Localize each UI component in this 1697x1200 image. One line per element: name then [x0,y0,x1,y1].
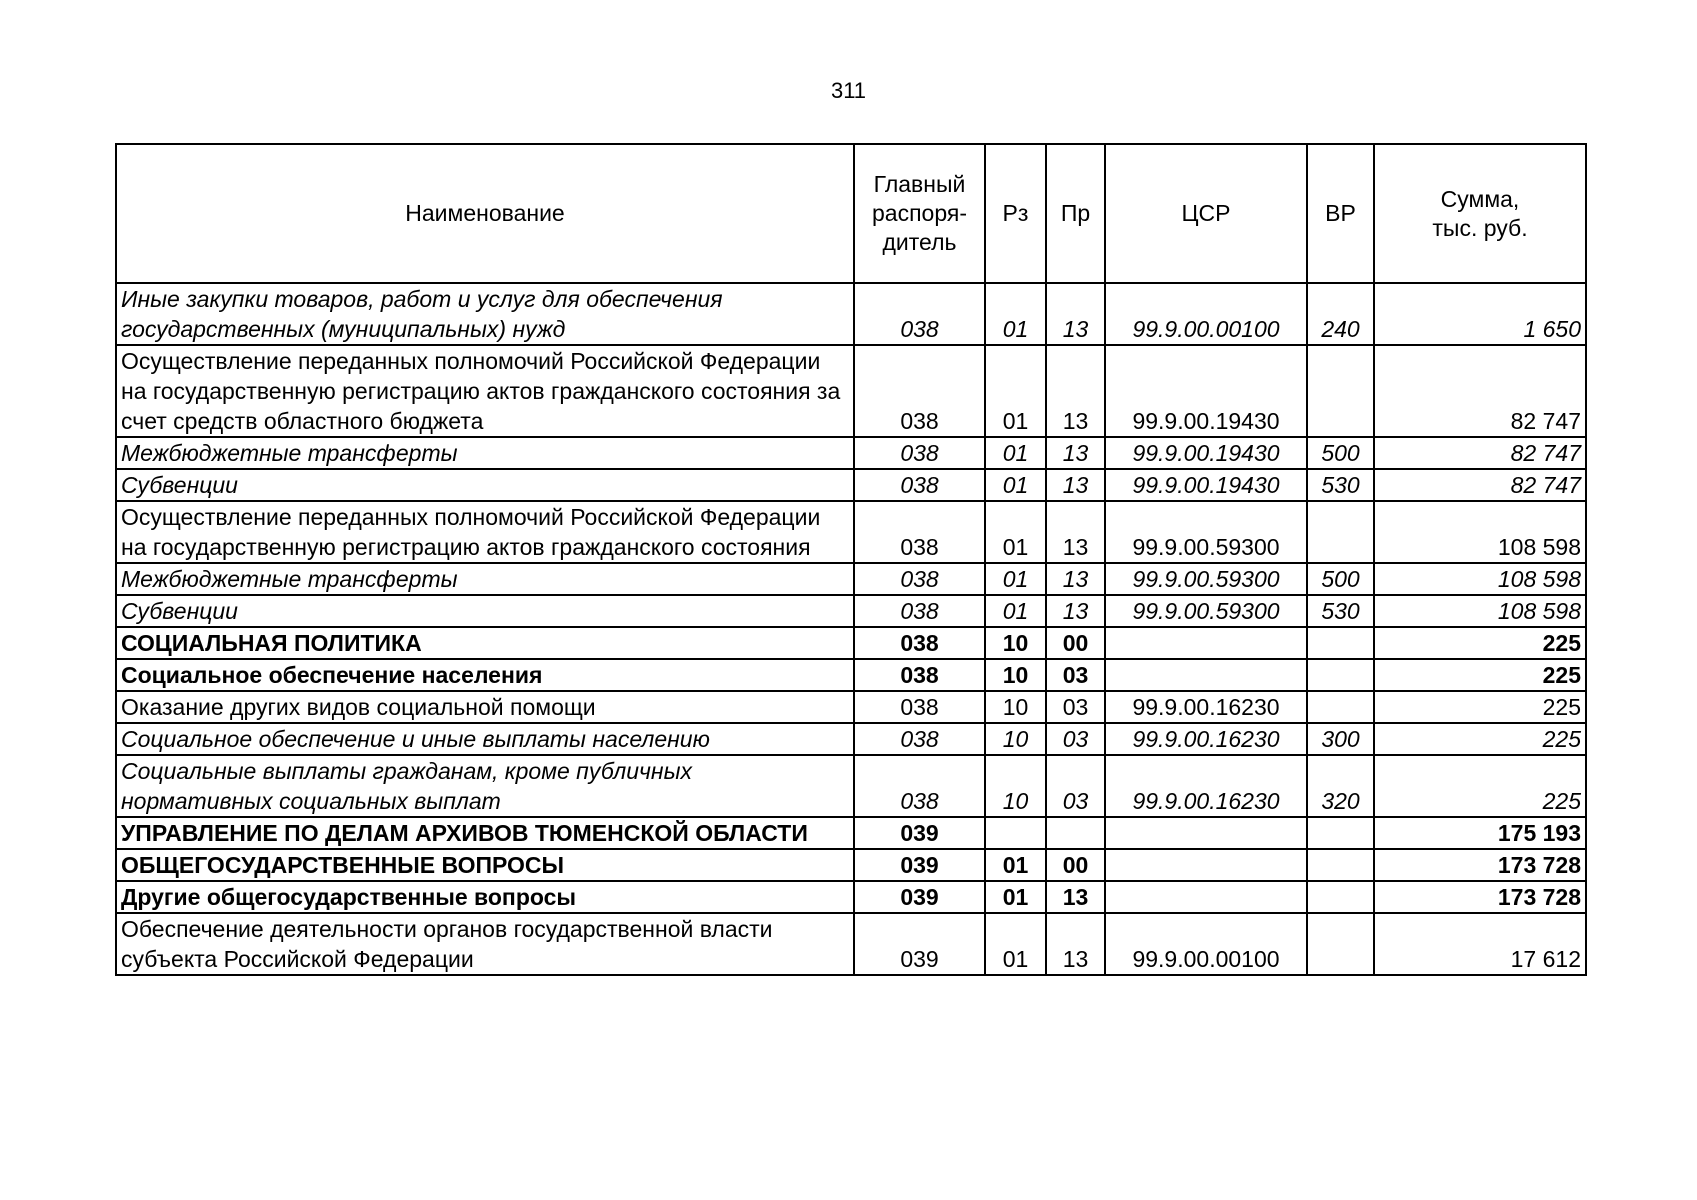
cell-vr [1307,849,1374,881]
cell-rz: 01 [985,283,1046,345]
cell-rz: 01 [985,437,1046,469]
table-header-row [116,144,1586,283]
cell-rz: 01 [985,595,1046,627]
header-chief-label: Главный распоря-дитель [872,171,967,255]
table-row [116,849,1586,881]
cell-chief: 038 [854,723,985,755]
cell-sum: 108 598 [1374,501,1586,563]
cell-vr: 320 [1307,755,1374,817]
cell-name: Иные закупки товаров, работ и услуг для обеспечения государственных (муниципальных) нужд [116,283,854,345]
cell-sum: 173 728 [1374,849,1586,881]
cell-pr: 13 [1046,501,1105,563]
cell-vr: 240 [1307,283,1374,345]
cell-pr: 13 [1046,469,1105,501]
cell-chief: 038 [854,501,985,563]
cell-vr: 530 [1307,469,1374,501]
cell-name: Обеспечение деятельности органов государственной власти субъекта Российской Федерации [116,913,854,975]
cell-chief: 038 [854,595,985,627]
cell-sum: 1 650 [1374,283,1586,345]
cell-vr [1307,817,1374,849]
cell-sum: 225 [1374,691,1586,723]
table-row [116,691,1586,723]
cell-csr [1105,817,1307,849]
cell-rz: 10 [985,691,1046,723]
cell-pr: 03 [1046,659,1105,691]
cell-name: Межбюджетные трансферты [116,563,854,595]
cell-chief: 038 [854,469,985,501]
cell-csr [1105,627,1307,659]
cell-name: УПРАВЛЕНИЕ ПО ДЕЛАМ АРХИВОВ ТЮМЕНСКОЙ ОБЛАСТИ [116,817,854,849]
cell-vr [1307,659,1374,691]
cell-chief: 039 [854,817,985,849]
cell-rz: 01 [985,881,1046,913]
cell-pr: 03 [1046,723,1105,755]
cell-vr: 500 [1307,563,1374,595]
cell-vr: 530 [1307,595,1374,627]
cell-csr: 99.9.00.19430 [1105,469,1307,501]
cell-pr: 13 [1046,913,1105,975]
cell-name: Социальное обеспечение и иные выплаты населению [116,723,854,755]
cell-csr: 99.9.00.00100 [1105,283,1307,345]
cell-name: Осуществление переданных полномочий Российской Федерации на государственную регистрацию актов гражданского состояния [116,501,854,563]
cell-sum: 82 747 [1374,469,1586,501]
cell-sum: 108 598 [1374,563,1586,595]
cell-csr [1105,849,1307,881]
cell-csr [1105,881,1307,913]
cell-csr: 99.9.00.59300 [1105,595,1307,627]
table-row [116,755,1586,817]
cell-rz: 10 [985,659,1046,691]
cell-vr [1307,881,1374,913]
cell-chief: 038 [854,659,985,691]
header-sum [1374,144,1586,283]
cell-rz: 01 [985,913,1046,975]
cell-sum: 82 747 [1374,345,1586,437]
table-row [116,437,1586,469]
cell-csr: 99.9.00.59300 [1105,563,1307,595]
cell-sum: 225 [1374,627,1586,659]
cell-csr [1105,659,1307,691]
cell-sum: 225 [1374,755,1586,817]
cell-sum: 175 193 [1374,817,1586,849]
table-row [116,881,1586,913]
budget-table [115,143,1587,976]
table-row [116,659,1586,691]
cell-chief: 038 [854,563,985,595]
cell-csr: 99.9.00.00100 [1105,913,1307,975]
table-body [116,283,1586,975]
cell-chief: 038 [854,755,985,817]
page-number: 311 [830,78,867,103]
cell-rz: 10 [985,755,1046,817]
cell-pr: 13 [1046,595,1105,627]
table-row [116,723,1586,755]
table-row [116,563,1586,595]
header-csr: ЦСР [1105,144,1307,283]
cell-chief: 038 [854,437,985,469]
cell-csr: 99.9.00.59300 [1105,501,1307,563]
cell-sum: 17 612 [1374,913,1586,975]
cell-chief: 038 [854,627,985,659]
cell-pr: 03 [1046,691,1105,723]
cell-pr [1046,817,1105,849]
cell-name: Другие общегосударственные вопросы [116,881,854,913]
cell-pr: 00 [1046,627,1105,659]
cell-name: Субвенции [116,595,854,627]
cell-vr [1307,345,1374,437]
table-row [116,283,1586,345]
header-chief [854,144,985,283]
cell-name: Осуществление переданных полномочий Российской Федерации на государственную регистрацию актов гражданского состояния за счет средств областного бюджета [116,345,854,437]
cell-pr: 13 [1046,881,1105,913]
cell-vr [1307,501,1374,563]
cell-vr [1307,691,1374,723]
table-row [116,627,1586,659]
cell-rz: 01 [985,501,1046,563]
table-row [116,913,1586,975]
cell-pr: 13 [1046,283,1105,345]
cell-rz: 01 [985,345,1046,437]
table-row [116,345,1586,437]
cell-pr: 13 [1046,437,1105,469]
header-sum-label: Сумма, тыс. руб. [1432,185,1528,241]
cell-csr: 99.9.00.16230 [1105,755,1307,817]
cell-rz: 10 [985,627,1046,659]
header-vr: ВР [1307,144,1374,283]
cell-vr [1307,913,1374,975]
cell-pr: 13 [1046,563,1105,595]
cell-pr: 00 [1046,849,1105,881]
cell-name: Социальное обеспечение населения [116,659,854,691]
cell-sum: 108 598 [1374,595,1586,627]
cell-csr: 99.9.00.19430 [1105,437,1307,469]
cell-vr [1307,627,1374,659]
cell-name: Субвенции [116,469,854,501]
table-row [116,469,1586,501]
cell-chief: 038 [854,345,985,437]
cell-chief: 039 [854,881,985,913]
table-row [116,501,1586,563]
cell-name: Оказание других видов социальной помощи [116,691,854,723]
cell-sum: 82 747 [1374,437,1586,469]
cell-rz: 01 [985,563,1046,595]
cell-rz: 01 [985,469,1046,501]
cell-rz [985,817,1046,849]
cell-chief: 038 [854,691,985,723]
cell-pr: 03 [1046,755,1105,817]
cell-sum: 225 [1374,723,1586,755]
table-row [116,817,1586,849]
cell-chief: 039 [854,849,985,881]
cell-chief: 038 [854,283,985,345]
cell-pr: 13 [1046,345,1105,437]
cell-csr: 99.9.00.19430 [1105,345,1307,437]
header-name: Наименование [116,144,854,283]
cell-name: СОЦИАЛЬНАЯ ПОЛИТИКА [116,627,854,659]
cell-csr: 99.9.00.16230 [1105,691,1307,723]
cell-vr: 300 [1307,723,1374,755]
cell-rz: 10 [985,723,1046,755]
header-pr: Пр [1046,144,1105,283]
cell-rz: 01 [985,849,1046,881]
cell-name: ОБЩЕГОСУДАРСТВЕННЫЕ ВОПРОСЫ [116,849,854,881]
cell-name: Межбюджетные трансферты [116,437,854,469]
cell-name: Социальные выплаты гражданам, кроме публичных нормативных социальных выплат [116,755,854,817]
cell-sum: 225 [1374,659,1586,691]
header-rz: Рз [985,144,1046,283]
cell-chief: 039 [854,913,985,975]
cell-csr: 99.9.00.16230 [1105,723,1307,755]
cell-vr: 500 [1307,437,1374,469]
cell-sum: 173 728 [1374,881,1586,913]
table-row [116,595,1586,627]
